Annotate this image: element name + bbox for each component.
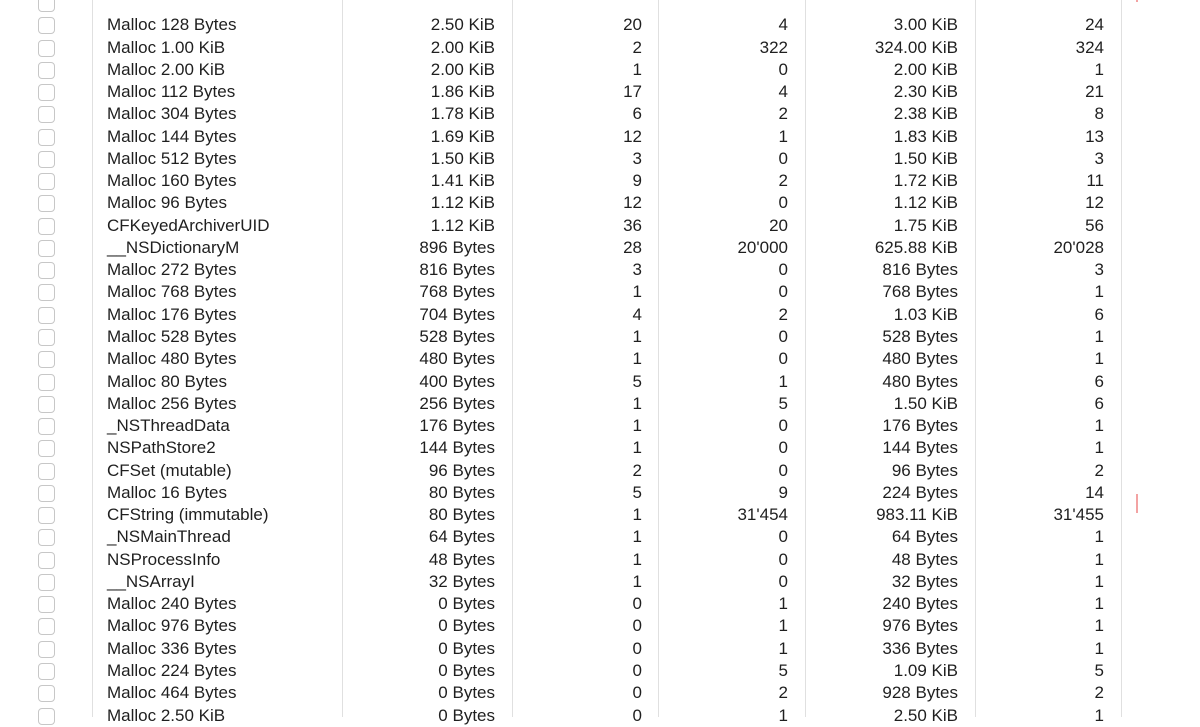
persistent-count-cell: 2 — [632, 37, 642, 57]
table-row[interactable] — [0, 348, 1200, 370]
total-count-cell: 20'028 — [1053, 237, 1104, 257]
row-checkbox[interactable] — [38, 685, 55, 702]
persistent-bytes-cell: 0 Bytes — [438, 683, 495, 703]
table-row[interactable] — [0, 37, 1200, 59]
total-bytes-cell: 64 Bytes — [891, 527, 958, 547]
transient-count-cell: 1 — [778, 126, 788, 146]
category-name-cell: Malloc 976 Bytes — [107, 616, 237, 636]
persistent-bytes-cell: 144 Bytes — [419, 438, 495, 458]
total-bytes-cell: 144 Bytes — [882, 438, 958, 458]
total-count-cell: 24 — [1085, 15, 1104, 35]
total-count-cell: 6 — [1094, 371, 1104, 391]
persistent-bytes-cell: 96 Bytes — [428, 460, 495, 480]
row-checkbox[interactable] — [38, 529, 55, 546]
persistent-count-cell: 1 — [632, 438, 642, 458]
table-row[interactable] — [0, 81, 1200, 103]
total-bytes-cell: 1.50 KiB — [893, 393, 958, 413]
category-name-cell: CFSet (mutable) — [107, 460, 232, 480]
category-name-cell: Malloc 480 Bytes — [107, 349, 237, 369]
total-count-cell: 2 — [1094, 683, 1104, 703]
total-bytes-cell: 224 Bytes — [882, 482, 958, 502]
transient-count-cell: 5 — [778, 660, 788, 680]
table-row[interactable] — [0, 682, 1200, 704]
total-count-cell: 1 — [1094, 282, 1104, 302]
total-count-cell: 13 — [1085, 126, 1104, 146]
persistent-count-cell: 0 — [632, 705, 642, 725]
transient-count-cell: 2 — [778, 171, 788, 191]
category-name-cell: NSPathStore2 — [107, 438, 216, 458]
persistent-bytes-cell: 816 Bytes — [419, 260, 495, 280]
persistent-count-cell: 1 — [632, 416, 642, 436]
total-count-cell: 21 — [1085, 82, 1104, 102]
persistent-count-cell: 4 — [632, 304, 642, 324]
category-name-cell: Malloc 464 Bytes — [107, 683, 237, 703]
persistent-count-cell: 1 — [632, 349, 642, 369]
persistent-bytes-cell: 0 Bytes — [438, 660, 495, 680]
row-checkbox[interactable] — [38, 262, 55, 279]
transient-count-cell: 1 — [778, 616, 788, 636]
table-row[interactable] — [0, 148, 1200, 170]
row-checkbox[interactable] — [38, 485, 55, 502]
row-checkbox[interactable] — [38, 641, 55, 658]
row-checkbox[interactable] — [38, 463, 55, 480]
transient-count-cell: 0 — [778, 460, 788, 480]
persistent-bytes-cell: 2.50 KiB — [430, 15, 495, 35]
total-bytes-cell: 480 Bytes — [882, 349, 958, 369]
transient-count-cell: 0 — [778, 571, 788, 591]
persistent-bytes-cell: 1.41 KiB — [430, 171, 495, 191]
total-count-cell: 6 — [1094, 304, 1104, 324]
table-row[interactable] — [0, 304, 1200, 326]
table-row[interactable] — [0, 571, 1200, 593]
table-row[interactable] — [0, 371, 1200, 393]
persistent-count-cell: 28 — [623, 237, 642, 257]
table-row[interactable] — [0, 326, 1200, 348]
total-bytes-cell: 3.00 KiB — [893, 15, 958, 35]
persistent-bytes-cell: 1.78 KiB — [430, 104, 495, 124]
row-checkbox[interactable] — [38, 440, 55, 457]
category-name-cell: CFString (immutable) — [107, 505, 269, 525]
transient-count-cell: 0 — [778, 326, 788, 346]
table-row[interactable] — [0, 615, 1200, 637]
total-count-cell: 1 — [1094, 59, 1104, 79]
row-checkbox[interactable] — [38, 351, 55, 368]
total-count-cell: 324 — [1075, 37, 1104, 57]
category-name-cell: Malloc 112 Bytes — [107, 82, 236, 102]
transient-count-cell: 0 — [778, 260, 788, 280]
persistent-count-cell: 1 — [632, 527, 642, 547]
transient-count-cell: 0 — [778, 438, 788, 458]
table-row[interactable] — [0, 170, 1200, 192]
table-row[interactable] — [0, 281, 1200, 303]
persistent-count-cell: 3 — [632, 148, 642, 168]
total-count-cell: 12 — [1085, 193, 1104, 213]
transient-count-cell: 0 — [778, 282, 788, 302]
transient-count-cell: 1 — [778, 594, 788, 614]
transient-count-cell: 4 — [778, 15, 788, 35]
category-name-cell: Malloc 176 Bytes — [107, 304, 237, 324]
table-row[interactable] — [0, 126, 1200, 148]
persistent-bytes-cell: 0 Bytes — [438, 705, 495, 725]
category-name-cell: Malloc 240 Bytes — [107, 594, 237, 614]
transient-count-cell: 0 — [778, 59, 788, 79]
transient-count-cell: 0 — [778, 527, 788, 547]
table-row[interactable] — [0, 259, 1200, 281]
persistent-bytes-cell: 2.00 KiB — [430, 37, 495, 57]
category-name-cell: __NSDictionaryM — [107, 237, 240, 257]
total-bytes-cell: 816 Bytes — [882, 260, 958, 280]
row-checkbox[interactable] — [38, 507, 55, 524]
total-bytes-cell: 1.12 KiB — [893, 193, 958, 213]
total-bytes-cell: 1.03 KiB — [893, 304, 958, 324]
category-name-cell: Malloc 2.00 KiB — [107, 59, 226, 79]
table-row[interactable] — [0, 593, 1200, 615]
persistent-bytes-cell: 32 Bytes — [428, 571, 495, 591]
persistent-count-cell: 5 — [632, 371, 642, 391]
transient-count-cell: 31'454 — [737, 505, 788, 525]
total-bytes-cell: 176 Bytes — [882, 416, 958, 436]
table-row[interactable] — [0, 59, 1200, 81]
persistent-count-cell: 1 — [632, 59, 642, 79]
persistent-bytes-cell: 704 Bytes — [419, 304, 495, 324]
row-checkbox[interactable] — [38, 62, 55, 79]
row-checkbox[interactable] — [38, 17, 55, 34]
transient-count-cell: 1 — [778, 638, 788, 658]
row-checkbox[interactable] — [38, 396, 55, 413]
row-checkbox[interactable] — [38, 195, 55, 212]
total-count-cell: 1 — [1094, 571, 1104, 591]
total-bytes-cell: 2.38 KiB — [893, 104, 958, 124]
total-bytes-cell: 240 Bytes — [882, 594, 958, 614]
persistent-bytes-cell: 80 Bytes — [428, 482, 495, 502]
total-bytes-cell: 768 Bytes — [882, 282, 958, 302]
transient-count-cell: 0 — [778, 549, 788, 569]
table-row[interactable] — [0, 460, 1200, 482]
row-checkbox[interactable] — [38, 663, 55, 680]
total-count-cell: 14 — [1085, 482, 1104, 502]
persistent-count-cell: 0 — [632, 660, 642, 680]
total-bytes-cell: 32 Bytes — [891, 571, 958, 591]
table-row[interactable] — [0, 705, 1200, 727]
row-checkbox[interactable] — [38, 574, 55, 591]
persistent-count-cell: 12 — [623, 193, 642, 213]
transient-count-cell: 20 — [769, 215, 788, 235]
table-row[interactable] — [0, 0, 1200, 14]
persistent-bytes-cell: 0 Bytes — [438, 638, 495, 658]
persistent-bytes-cell: 768 Bytes — [419, 282, 495, 302]
persistent-count-cell: 0 — [632, 638, 642, 658]
category-name-cell: Malloc 128 Bytes — [107, 15, 237, 35]
total-count-cell: 2 — [1094, 460, 1104, 480]
persistent-count-cell: 6 — [632, 104, 642, 124]
total-count-cell: 1 — [1094, 416, 1104, 436]
table-row[interactable] — [0, 415, 1200, 437]
persistent-count-cell: 1 — [632, 393, 642, 413]
row-checkbox[interactable] — [38, 218, 55, 235]
transient-count-cell: 2 — [778, 104, 788, 124]
row-checkbox[interactable] — [38, 40, 55, 57]
total-bytes-cell: 96 Bytes — [891, 460, 958, 480]
table-row[interactable] — [0, 437, 1200, 459]
transient-count-cell: 0 — [778, 148, 788, 168]
row-checkbox[interactable] — [38, 596, 55, 613]
category-name-cell: Malloc 768 Bytes — [107, 282, 237, 302]
transient-count-cell: 2 — [778, 304, 788, 324]
category-name-cell: CFKeyedArchiverUID — [107, 215, 270, 235]
table-row[interactable] — [0, 215, 1200, 237]
persistent-bytes-cell: 1.69 KiB — [430, 126, 495, 146]
persistent-count-cell: 1 — [632, 326, 642, 346]
table-row[interactable] — [0, 638, 1200, 660]
total-bytes-cell: 1.83 KiB — [893, 126, 958, 146]
total-count-cell: 1 — [1094, 638, 1104, 658]
persistent-bytes-cell: 1.50 KiB — [430, 148, 495, 168]
total-bytes-cell: 336 Bytes — [882, 638, 958, 658]
transient-count-cell: 9 — [778, 482, 788, 502]
total-count-cell: 1 — [1094, 705, 1104, 725]
category-name-cell: _NSMainThread — [107, 527, 231, 547]
persistent-bytes-cell: 480 Bytes — [419, 349, 495, 369]
transient-count-cell: 322 — [759, 37, 788, 57]
table-row[interactable] — [0, 482, 1200, 504]
category-name-cell: Malloc 272 Bytes — [107, 260, 237, 280]
row-checkbox[interactable] — [38, 307, 55, 324]
category-name-cell: Malloc 1.00 KiB — [107, 37, 226, 57]
row-checkbox[interactable] — [38, 329, 55, 346]
category-name-cell: Malloc 336 Bytes — [107, 638, 237, 658]
persistent-count-cell: 9 — [632, 171, 642, 191]
row-checkbox[interactable] — [38, 418, 55, 435]
persistent-count-cell: 5 — [632, 482, 642, 502]
total-count-cell: 1 — [1094, 594, 1104, 614]
persistent-count-cell: 20 — [623, 15, 642, 35]
total-count-cell: 1 — [1094, 616, 1104, 636]
total-bytes-cell: 928 Bytes — [882, 683, 958, 703]
transient-count-cell: 5 — [778, 393, 788, 413]
row-checkbox[interactable] — [38, 240, 55, 257]
row-checkbox[interactable] — [38, 618, 55, 635]
persistent-count-cell: 36 — [623, 215, 642, 235]
transient-count-cell: 0 — [778, 416, 788, 436]
table-row[interactable] — [0, 504, 1200, 526]
row-checkbox[interactable] — [38, 151, 55, 168]
total-bytes-cell: 1.75 KiB — [893, 215, 958, 235]
category-name-cell: Malloc 304 Bytes — [107, 104, 237, 124]
row-checkbox[interactable] — [38, 284, 55, 301]
persistent-bytes-cell: 0 Bytes — [438, 616, 495, 636]
category-name-cell: NSProcessInfo — [107, 549, 221, 569]
category-name-cell: __NSArrayI — [107, 571, 195, 591]
row-checkbox[interactable] — [38, 84, 55, 101]
persistent-count-cell: 1 — [632, 571, 642, 591]
table-row[interactable] — [0, 526, 1200, 548]
table-row[interactable] — [0, 549, 1200, 571]
persistent-count-cell: 17 — [623, 82, 642, 102]
persistent-bytes-cell: 1.12 KiB — [430, 193, 495, 213]
persistent-bytes-cell: 400 Bytes — [419, 371, 495, 391]
total-count-cell: 31'455 — [1053, 505, 1104, 525]
total-count-cell: 1 — [1094, 438, 1104, 458]
category-name-cell: Malloc 528 Bytes — [107, 326, 237, 346]
total-count-cell: 3 — [1094, 148, 1104, 168]
total-bytes-cell: 625.88 KiB — [874, 237, 958, 257]
category-name-cell: _NSThreadData — [107, 416, 230, 436]
total-bytes-cell: 983.11 KiB — [876, 505, 958, 525]
table-row[interactable] — [0, 660, 1200, 682]
category-name-cell: Malloc 512 Bytes — [107, 148, 237, 168]
persistent-count-cell: 3 — [632, 260, 642, 280]
total-bytes-cell: 2.00 KiB — [893, 59, 958, 79]
total-count-cell: 1 — [1094, 349, 1104, 369]
category-name-cell: Malloc 2.50 KiB — [107, 705, 226, 725]
category-name-cell: Malloc 16 Bytes — [107, 482, 227, 502]
total-bytes-cell: 1.50 KiB — [893, 148, 958, 168]
total-bytes-cell: 976 Bytes — [882, 616, 958, 636]
persistent-bytes-cell: 1.86 KiB — [430, 82, 495, 102]
persistent-count-cell: 2 — [632, 460, 642, 480]
total-count-cell: 8 — [1094, 104, 1104, 124]
row-checkbox[interactable] — [38, 0, 55, 12]
total-count-cell: 1 — [1094, 326, 1104, 346]
persistent-bytes-cell: 896 Bytes — [419, 237, 495, 257]
total-count-cell: 1 — [1094, 527, 1104, 547]
total-count-cell: 3 — [1094, 260, 1104, 280]
total-count-cell: 56 — [1085, 215, 1104, 235]
category-name-cell: Malloc 224 Bytes — [107, 660, 237, 680]
persistent-bytes-cell: 48 Bytes — [428, 549, 495, 569]
total-bytes-cell: 1.72 KiB — [893, 171, 958, 191]
category-name-cell: Malloc 96 Bytes — [107, 193, 227, 213]
total-count-cell: 11 — [1086, 171, 1104, 191]
total-bytes-cell: 48 Bytes — [891, 549, 958, 569]
category-name-cell: Malloc 256 Bytes — [107, 393, 237, 413]
transient-count-cell: 20'000 — [737, 237, 788, 257]
transient-count-cell: 1 — [778, 705, 788, 725]
transient-count-cell: 0 — [778, 193, 788, 213]
persistent-bytes-cell: 80 Bytes — [428, 505, 495, 525]
persistent-count-cell: 1 — [632, 505, 642, 525]
persistent-bytes-cell: 256 Bytes — [419, 393, 495, 413]
total-count-cell: 6 — [1094, 393, 1104, 413]
category-name-cell: Malloc 160 Bytes — [107, 171, 237, 191]
total-bytes-cell: 2.30 KiB — [893, 82, 958, 102]
total-bytes-cell: 480 Bytes — [882, 371, 958, 391]
transient-count-cell: 1 — [778, 371, 788, 391]
persistent-bytes-cell: 1.12 KiB — [430, 215, 495, 235]
persistent-bytes-cell: 528 Bytes — [419, 326, 495, 346]
total-bytes-cell: 528 Bytes — [882, 326, 958, 346]
total-count-cell: 5 — [1094, 660, 1104, 680]
row-checkbox[interactable] — [38, 374, 55, 391]
total-bytes-cell: 324.00 KiB — [874, 37, 958, 57]
persistent-count-cell: 0 — [632, 683, 642, 703]
table-row[interactable] — [0, 393, 1200, 415]
persistent-count-cell: 1 — [632, 282, 642, 302]
row-checkbox[interactable] — [38, 106, 55, 123]
row-checkbox[interactable] — [38, 708, 55, 725]
category-name-cell: Malloc 144 Bytes — [107, 126, 237, 146]
total-bytes-cell: 2.50 KiB — [893, 705, 958, 725]
persistent-bytes-cell: 176 Bytes — [419, 416, 495, 436]
table-row[interactable] — [0, 103, 1200, 125]
persistent-bytes-cell: 2.00 KiB — [430, 59, 495, 79]
category-name-cell: Malloc 80 Bytes — [107, 371, 227, 391]
table-row[interactable] — [0, 237, 1200, 259]
persistent-count-cell: 0 — [632, 594, 642, 614]
row-checkbox[interactable] — [38, 552, 55, 569]
persistent-bytes-cell: 64 Bytes — [428, 527, 495, 547]
transient-count-cell: 2 — [778, 683, 788, 703]
transient-count-cell: 0 — [778, 349, 788, 369]
row-checkbox[interactable] — [38, 173, 55, 190]
persistent-count-cell: 12 — [623, 126, 642, 146]
row-checkbox[interactable] — [38, 129, 55, 146]
persistent-count-cell: 0 — [632, 616, 642, 636]
table-row[interactable] — [0, 14, 1200, 36]
total-bytes-cell: 1.09 KiB — [893, 660, 958, 680]
transient-count-cell: 4 — [778, 82, 788, 102]
table-row[interactable] — [0, 192, 1200, 214]
persistent-count-cell: 1 — [632, 549, 642, 569]
persistent-bytes-cell: 0 Bytes — [438, 594, 495, 614]
total-count-cell: 1 — [1094, 549, 1104, 569]
